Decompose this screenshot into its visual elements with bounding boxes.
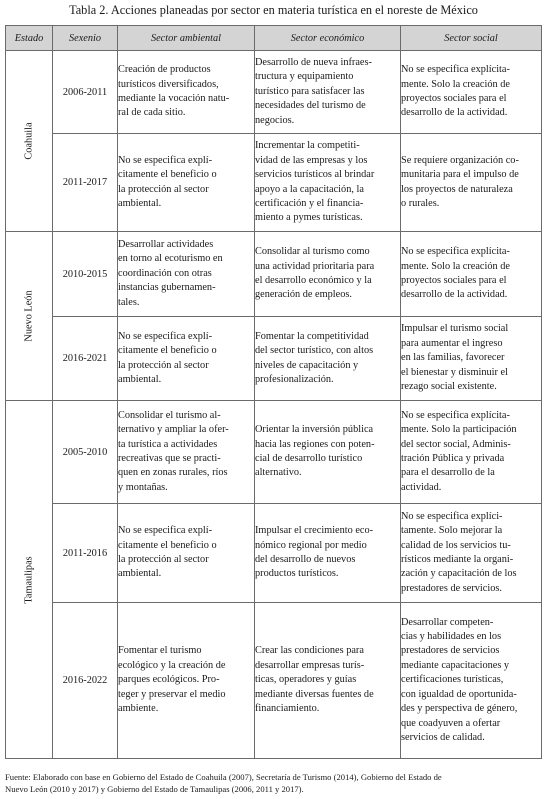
sector-economico-cell <box>255 603 401 759</box>
cell-line: ecológico y la creación de <box>118 659 226 671</box>
cell-line: necesidades del turismo de <box>255 100 366 112</box>
state-name: Tamaulipas <box>23 555 35 604</box>
cell-line: No se especifica explíci- <box>401 510 503 522</box>
cell-line: niveles de capacitación y <box>255 359 359 371</box>
sector-ambiental-cell <box>118 504 255 603</box>
state-cell <box>6 51 53 232</box>
cell-line: tración Pública y privada <box>401 453 505 464</box>
footnote-line: Fuente: Elaborado con base en Gobierno del Estado de Coahuila (2007), Secretaría de Turismo (2014), Gobierno del Estado de <box>5 772 442 782</box>
cell-line: Incrementar la competiti- <box>255 140 360 152</box>
cell-line: citamente el beneficio o <box>118 345 217 357</box>
cell-line: zación y capacitación de los <box>401 568 517 580</box>
period-cell: 2011-2017 <box>53 134 118 232</box>
cell-line: ambiental. <box>118 197 162 209</box>
header-sexenio: Sexenio <box>53 26 118 51</box>
cell-line: certificación y el financia- <box>255 197 364 209</box>
cell-line: ambiental. <box>118 373 162 385</box>
cell-line: nómico regional por medio <box>255 539 367 551</box>
cell-line: para el desarrollo de la <box>401 467 495 479</box>
cell-line: turísticos diversificados, <box>118 78 219 90</box>
cell-line: en las familias, favorecer <box>401 352 505 364</box>
cell-line: desarrollo de la actividad. <box>401 289 508 301</box>
cell-line: citamente el beneficio o <box>118 539 217 551</box>
cell-line: la protección al sector <box>118 183 209 195</box>
cell-line: No se especifica explícita- <box>401 409 510 421</box>
cell-line: Desarrollar actividades <box>118 238 214 250</box>
cell-line: del desarrollo de nuevos <box>255 554 356 565</box>
cell-line: ral de cada sitio. <box>118 107 186 119</box>
cell-line: mediante capacitaciones y <box>401 659 510 671</box>
cell-line: para aumentar el ingreso <box>401 337 503 349</box>
cell-line: o rurales. <box>401 197 440 209</box>
sector-ambiental-cell <box>118 232 255 317</box>
cell-line: mente. Solo la participación <box>401 424 517 436</box>
cell-line: servicios de calidad. <box>401 731 485 743</box>
cell-line: instancias gubernamen- <box>118 282 216 294</box>
cell-line: Consolidar el turismo al- <box>118 409 221 421</box>
cell-line: No se especifica explícita- <box>401 64 510 76</box>
cell-line: los proyectos de naturaleza <box>401 183 513 195</box>
table-row <box>6 401 542 504</box>
cell-line: y montañas. <box>118 481 168 493</box>
sector-ambiental-cell <box>118 603 255 759</box>
cell-line: servicios turísticos al brindar <box>255 169 375 181</box>
cell-line: certificaciones turísticas, <box>401 674 504 686</box>
state-name: Coahuila <box>23 122 35 160</box>
actions-table <box>5 25 542 759</box>
cell-line: tructura y equipamiento <box>255 71 354 83</box>
cell-line: quen en zonas rurales, ríos <box>118 467 228 479</box>
sector-economico-cell <box>255 51 401 134</box>
cell-line: mente. Solo la creación de <box>401 78 510 90</box>
cell-line: cial de desarrollo turístico <box>255 453 363 464</box>
cell-line: del sector turístico, con altos <box>255 345 374 357</box>
cell-line: alternativo. <box>255 467 302 479</box>
table-row <box>6 232 542 317</box>
cell-line: Impulsar el crecimiento eco- <box>255 525 374 537</box>
cell-line: Impulsar el turismo social <box>401 323 509 335</box>
period-cell: 2016-2021 <box>53 317 118 401</box>
cell-line: No se especifica explí- <box>118 525 213 537</box>
cell-line: hacia las regiones con poten- <box>255 438 375 450</box>
cell-line: Crear las condiciones para <box>255 645 364 657</box>
cell-line: tales. <box>118 296 140 308</box>
cell-line: citamente el beneficio o <box>118 169 217 181</box>
table-title: Tabla 2. Acciones planeadas por sector en materia turística en el noreste de México <box>69 3 478 17</box>
cell-line: cias y habilidades en los <box>401 631 502 643</box>
cell-line: tamente. Solo mejorar la <box>401 525 503 537</box>
cell-line: el desarrollo económico y la <box>255 275 372 286</box>
cell-line: des y perspectiva de género, <box>401 703 518 715</box>
sector-social-cell <box>401 51 542 134</box>
header-estado: Estado <box>6 26 53 51</box>
sector-social-cell <box>401 401 542 504</box>
header-row <box>6 26 542 51</box>
cell-line: ta turística a actividades <box>118 438 218 450</box>
period-cell: 2011-2016 <box>53 504 118 603</box>
cell-line: No se especifica explí- <box>118 330 213 342</box>
cell-line: Consolidar al turismo como <box>255 246 370 258</box>
sector-economico-cell <box>255 401 401 504</box>
cell-line: ambiente. <box>118 703 159 715</box>
cell-line: negocios. <box>255 114 295 126</box>
cell-line: rezago social existente. <box>401 381 497 393</box>
cell-line: miento a pymes turísticas. <box>255 212 363 224</box>
cell-line: el bienestar y disminuir el <box>401 366 508 378</box>
source-footnote <box>5 771 541 795</box>
cell-line: rísticos mediante la organi- <box>401 554 514 565</box>
cell-line: vidad de las empresas y los <box>255 154 368 166</box>
cell-line: financiamiento. <box>255 703 320 715</box>
cell-line: Orientar la inversión pública <box>255 424 374 436</box>
cell-line: Desarrollar competen- <box>401 616 494 628</box>
cell-line: turístico para satisfacer las <box>255 85 365 97</box>
header-sector-ambiental: Sector ambiental <box>118 26 255 51</box>
cell-line: del sector social, Adminis- <box>401 438 511 450</box>
cell-line: prestadores de servicios <box>401 645 500 657</box>
sector-social-cell <box>401 232 542 317</box>
state-name: Nuevo León <box>23 290 35 342</box>
cell-line: actividad. <box>401 481 442 493</box>
cell-line: No se especifica explícita- <box>401 246 510 258</box>
cell-line: mente. Solo la creación de <box>401 260 510 272</box>
sector-economico-cell <box>255 232 401 317</box>
cell-line: calidad de los servicios tu- <box>401 539 511 551</box>
sector-economico-cell <box>255 504 401 603</box>
header-sector-social: Sector social <box>401 26 542 51</box>
cell-line: recreativas que se practi- <box>118 453 221 464</box>
cell-line: desarrollar empresas turís- <box>255 659 365 671</box>
cell-line: apoyo a la capacitación, la <box>255 183 364 195</box>
sector-ambiental-cell <box>118 51 255 134</box>
cell-line: profesionalización. <box>255 373 334 385</box>
sector-social-cell <box>401 603 542 759</box>
period-cell: 2005-2010 <box>53 401 118 504</box>
cell-line: ambiental. <box>118 568 162 580</box>
state-cell <box>6 232 53 401</box>
sector-ambiental-cell <box>118 401 255 504</box>
cell-line: parques ecológicos. Pro- <box>118 674 220 686</box>
cell-line: proyectos sociales para el <box>401 93 507 104</box>
table-row <box>6 317 542 401</box>
cell-line: Desarrollo de nueva infraes- <box>255 56 372 68</box>
cell-line: desarrollo de la actividad. <box>401 107 508 119</box>
cell-line: con igualdad de oportunida- <box>401 688 517 700</box>
sector-economico-cell <box>255 134 401 232</box>
cell-line: ternativo y ampliar la ofer- <box>118 424 229 436</box>
cell-line: proyectos sociales para el <box>401 275 507 286</box>
sector-social-cell <box>401 317 542 401</box>
state-cell <box>6 401 53 759</box>
sector-economico-cell <box>255 317 401 401</box>
cell-line: una actividad prioritaria para <box>255 260 375 272</box>
table-row <box>6 51 542 134</box>
sector-ambiental-cell <box>118 317 255 401</box>
period-cell: 2016-2022 <box>53 603 118 759</box>
cell-line: la protección al sector <box>118 554 209 565</box>
cell-line: prestadores de servicios. <box>401 582 502 594</box>
period-cell: 2006-2011 <box>53 51 118 134</box>
cell-line: teger y preservar el medio <box>118 688 226 700</box>
cell-line: Se requiere organización co- <box>401 154 519 166</box>
cell-line: Fomentar el turismo <box>118 645 202 657</box>
sector-ambiental-cell <box>118 134 255 232</box>
period-cell: 2010-2015 <box>53 232 118 317</box>
cell-line: coordinación con otras <box>118 267 212 279</box>
cell-line: munitaria para el impulso de <box>401 169 519 181</box>
footnote-line: Nuevo León (2010 y 2017) y Gobierno del Estado de Tamaulipas (2006, 2011 y 2017). <box>5 784 304 794</box>
cell-line: que coadyuven a ofertar <box>401 717 501 729</box>
table-row <box>6 504 542 603</box>
cell-line: No se especifica explí- <box>118 154 213 166</box>
cell-line: generación de empleos. <box>255 289 352 301</box>
table-body <box>6 51 542 759</box>
table-row <box>6 134 542 232</box>
cell-line: mediante diversas fuentes de <box>255 688 374 700</box>
cell-line: productos turísticos. <box>255 568 339 580</box>
cell-line: ticas, operadores y guías <box>255 674 357 686</box>
sector-social-cell <box>401 134 542 232</box>
header-sector-economico: Sector económico <box>255 26 401 51</box>
cell-line: Creación de productos <box>118 64 211 76</box>
cell-line: mediante la vocación natu- <box>118 93 230 104</box>
table-row <box>6 603 542 759</box>
cell-line: la protección al sector <box>118 359 209 371</box>
sector-social-cell <box>401 504 542 603</box>
cell-line: en torno al ecoturismo en <box>118 253 223 265</box>
cell-line: Fomentar la competitividad <box>255 330 369 342</box>
